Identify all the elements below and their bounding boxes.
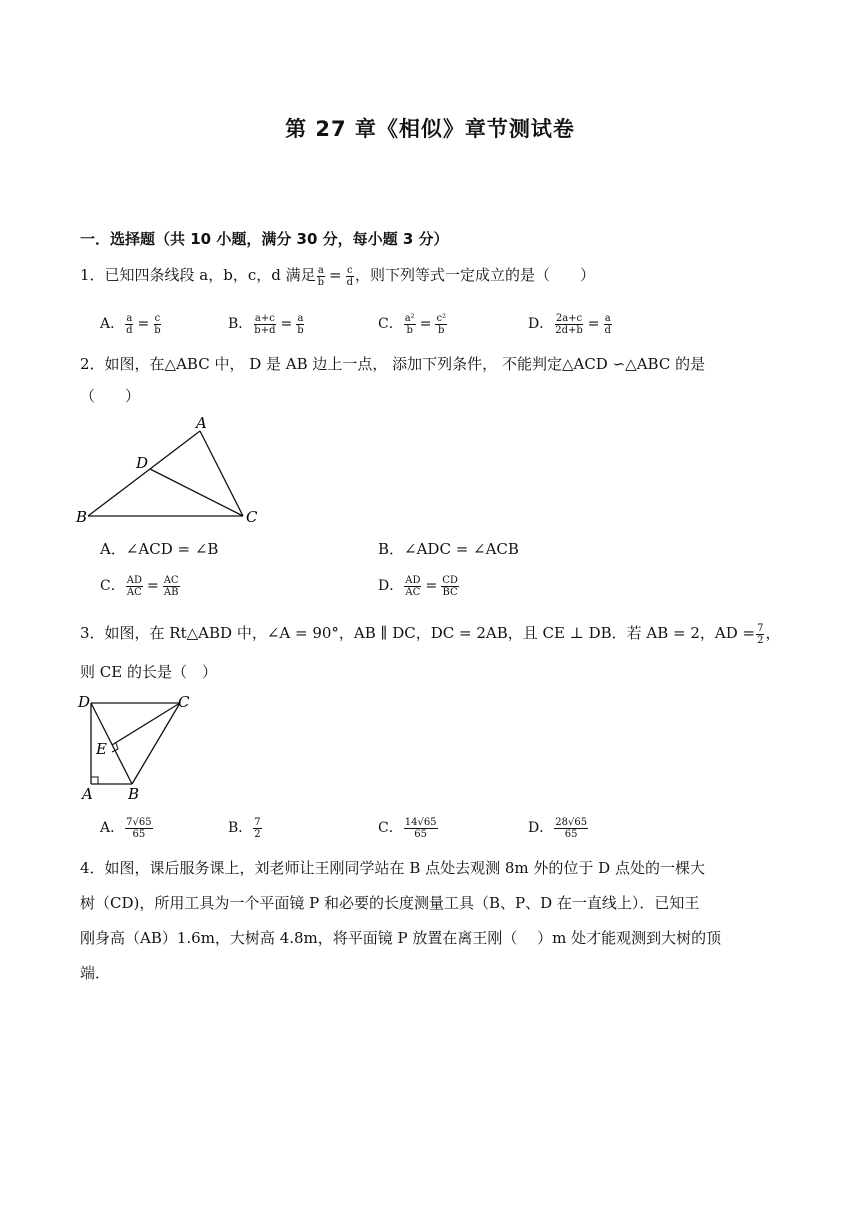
vertex-label-a: A [82, 785, 93, 803]
q3-trapezoid-figure [74, 692, 204, 804]
q1-option-a[interactable]: A． $\frac{a}{d}$ = $\frac{c}{b}$ [100, 312, 161, 336]
q3-option-d[interactable]: D． $\frac{28√65}{65}$ [528, 816, 588, 840]
vertex-label-e: E [96, 740, 107, 758]
q2-option-a[interactable]: A．∠ACD = ∠B [100, 540, 219, 558]
question-3-stem-line1: 3．如图，在 Rt△ABD 中，∠A = 90°，AB ∥ DC，DC = 2AB，且 CE ⊥ DB．若 AB = 2，AD = $\frac{7}{2}$ ， [80, 622, 781, 646]
q2-option-b[interactable]: B．∠ADC = ∠ACB [378, 540, 519, 558]
vertex-label-b: B [128, 785, 140, 803]
question-1-stem: 1．已知四条线段 a，b，c，d 满足 $\frac{a}{b}$ = $\frac{c}{d}$ ，则下列等式一定成立的是（ ） [80, 264, 596, 288]
q1-option-b[interactable]: B． $\frac{a+c}{b+d}$ = $\frac{a}{b}$ [228, 312, 304, 336]
vertex-label-b: B [76, 508, 88, 526]
vertex-label-c: C [178, 693, 190, 711]
q3-option-b[interactable]: B． $\frac{7}{2}$ [228, 816, 261, 840]
question-4-stem-line4: 端． [80, 964, 111, 982]
q3-option-a[interactable]: A． $\frac{7√65}{65}$ [100, 816, 152, 840]
vertex-label-d: D [136, 454, 149, 472]
page-title: 第 27 章《相似》章节测试卷 [285, 117, 575, 141]
q1-option-d[interactable]: D． $\frac{2a+c}{2d+b}$ = $\frac{a}{d}$ [528, 312, 611, 336]
vertex-label-d: D [78, 693, 91, 711]
q1-option-c[interactable]: C． $\frac{\text{a²}}{b}$ = $\frac{\text{c²}}{b}$ [378, 312, 447, 336]
vertex-label-c: C [246, 508, 258, 526]
question-2-stem-line1: 2．如图，在△ABC 中， D 是 AB 边上一点， 添加下列条件， 不能判定△ACD ∽△ABC 的是 [80, 355, 706, 373]
section-heading: 一．选择题（共 10 小题，满分 30 分，每小题 3 分） [80, 230, 449, 248]
q2-option-c[interactable]: C． $\frac{AD}{AC}$ = $\frac{AC}{AB}$ [100, 574, 179, 598]
question-3-stem-line2: 则 CE 的长是（ ） [80, 663, 217, 681]
question-4-stem-line3: 刚身高（AB）1.6m，大树高 4.8m，将平面镜 P 放置在离王刚（ ）m 处才能观测到大树的顶 [80, 929, 722, 947]
fraction: $\frac{c}{d}$ [346, 264, 354, 288]
question-4-stem-line1: 4．如图，课后服务课上，刘老师让王刚同学站在 B 点处去观测 8m 外的位于 D 点处的一棵大 [80, 859, 705, 877]
question-2-stem-line2: （ ） [80, 387, 141, 405]
q2-option-d[interactable]: D． $\frac{AD}{AC}$ = $\frac{CD}{BC}$ [378, 574, 458, 598]
vertex-label-a: A [196, 414, 207, 432]
question-4-stem-line2: 树（CD)，所用工具为一个平面镜 P 和必要的长度测量工具（B、P、D 在一直线上）．已知王 [80, 894, 700, 912]
q3-option-c[interactable]: C． $\frac{14√65}{65}$ [378, 816, 437, 840]
fraction: $\frac{a}{b}$ [317, 264, 325, 288]
q2-triangle-figure [74, 412, 274, 530]
